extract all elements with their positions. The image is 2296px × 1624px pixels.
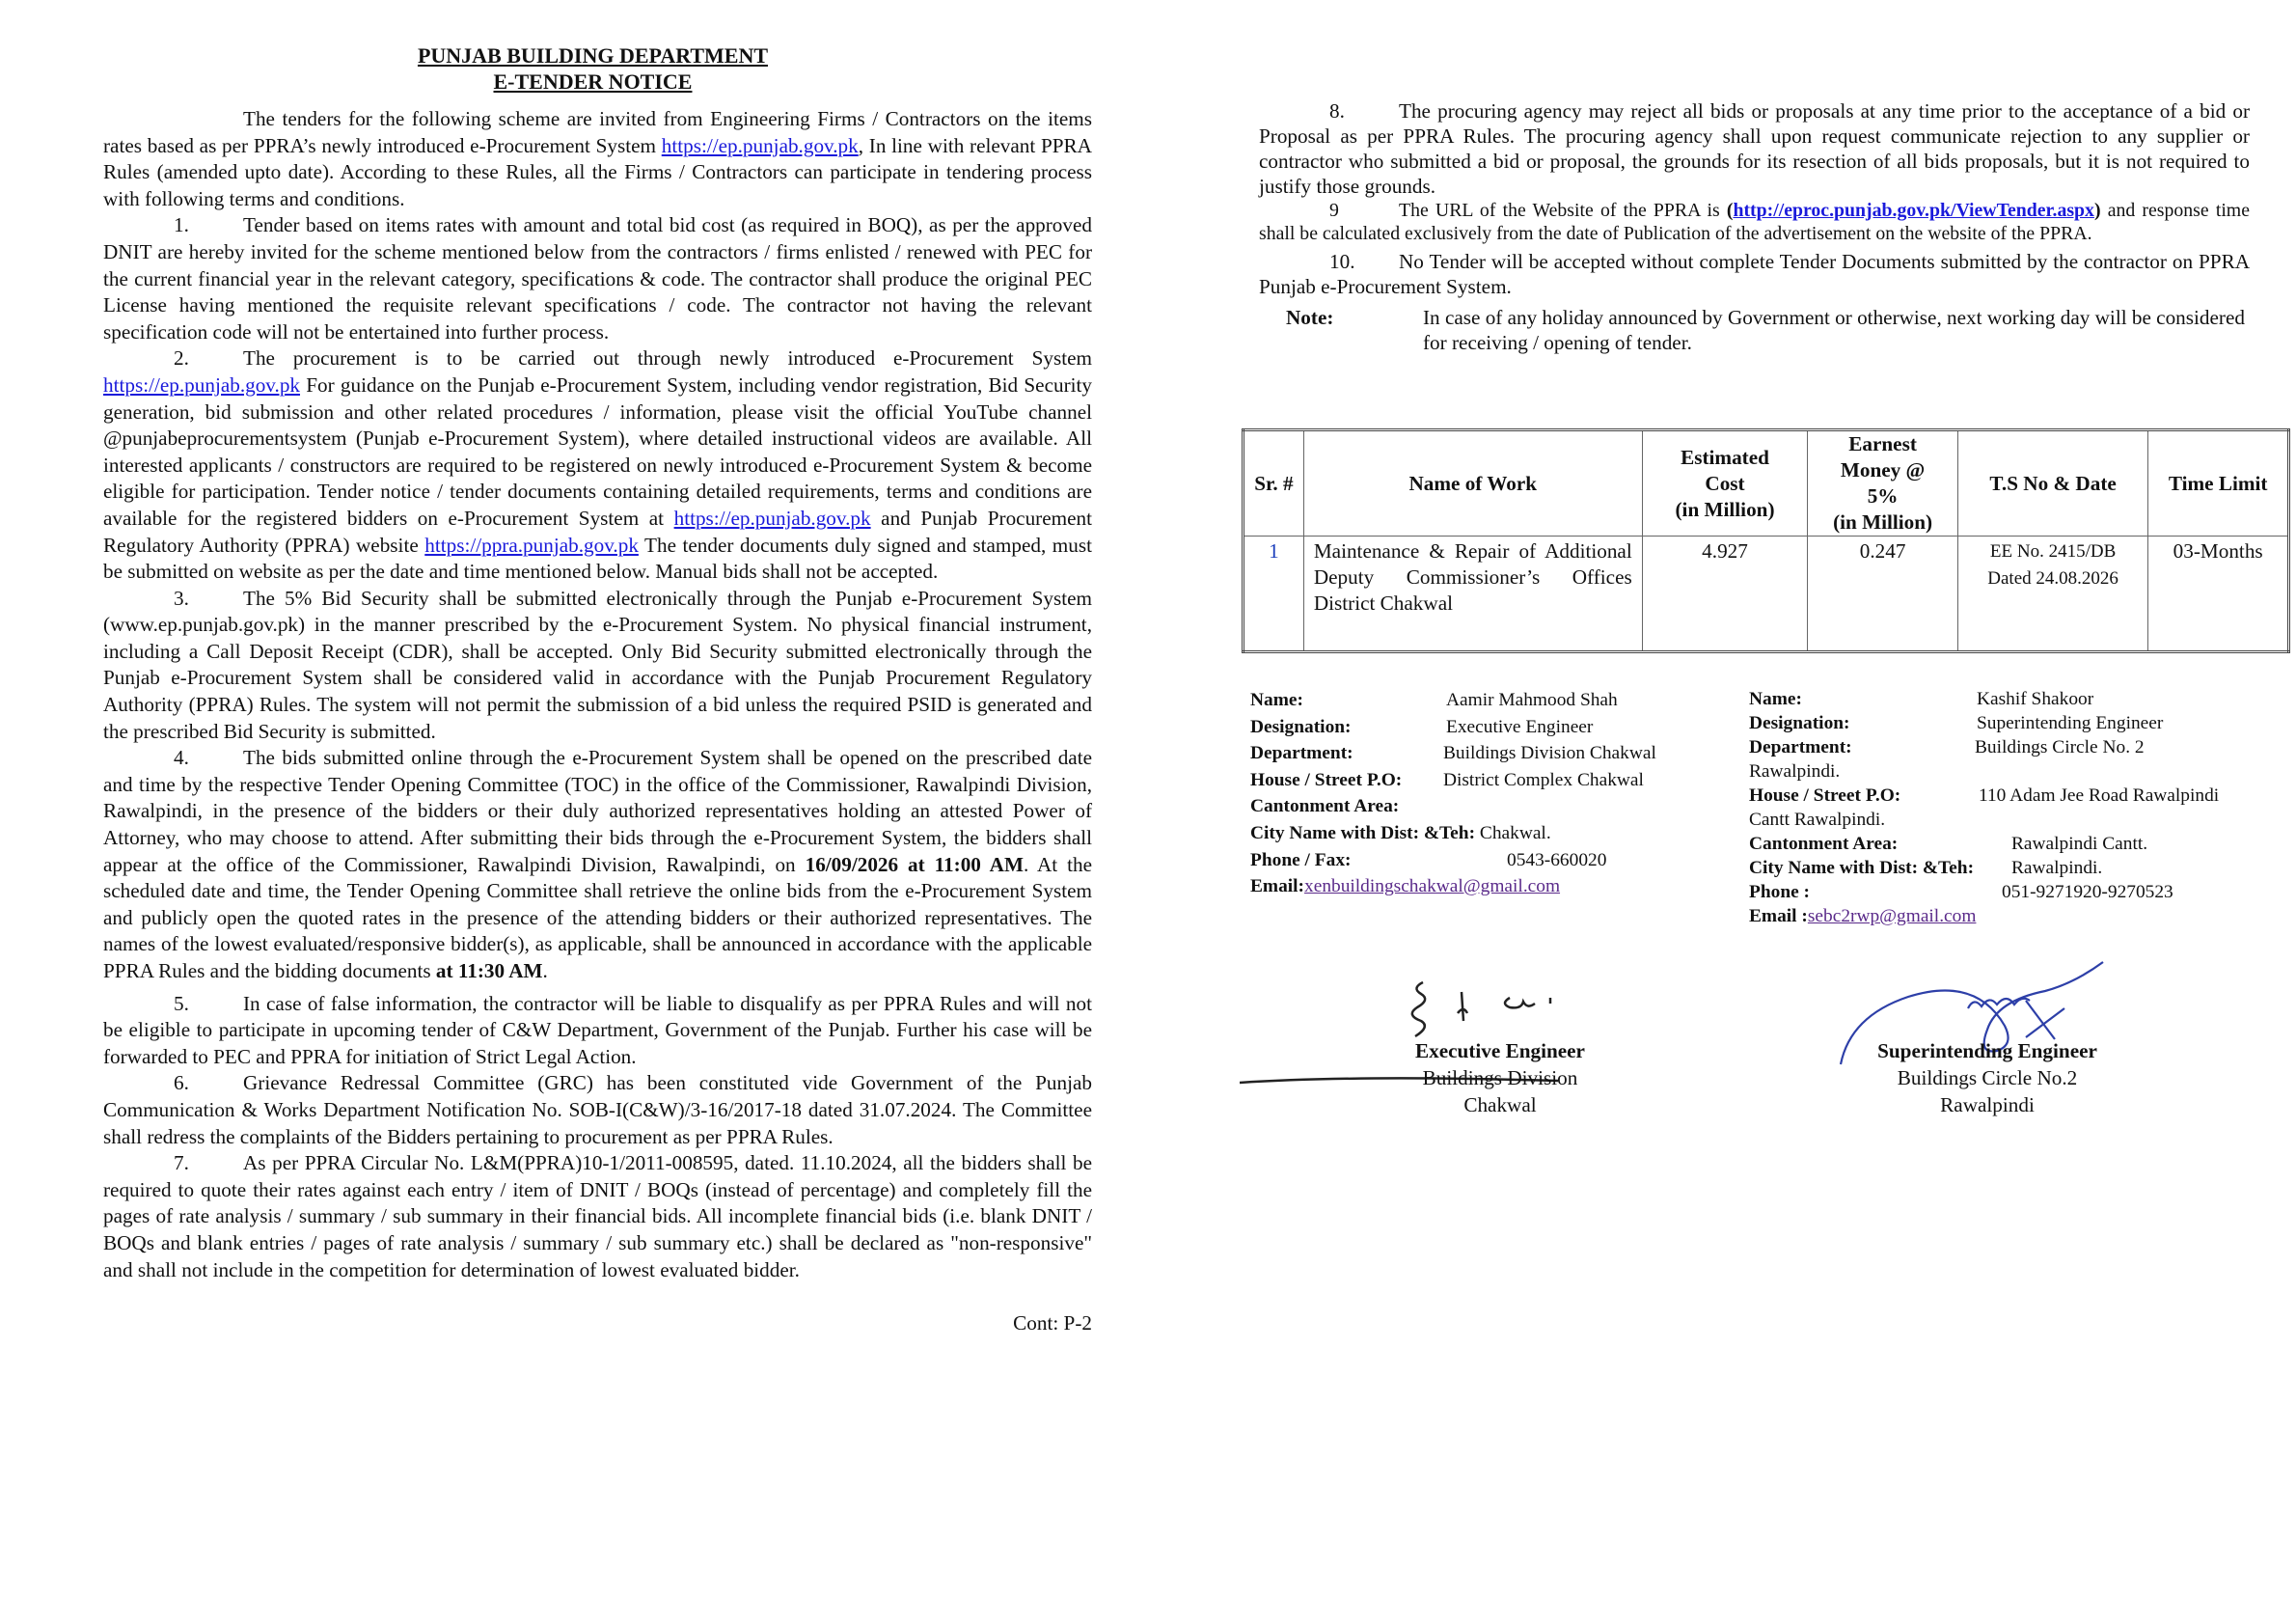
ppra-eproc-link[interactable]: http://eproc.punjab.gov.pk/ViewTender.aspx [1733, 200, 2094, 221]
value: Rawalpindi. [1749, 761, 1841, 782]
notice-title: E-TENDER NOTICE [493, 69, 693, 94]
value: Kashif Shakoor [1977, 689, 2094, 709]
signatory-location: Rawalpindi [1940, 1093, 2035, 1116]
ep-punjab-link[interactable]: https://ep.punjab.gov.pk [661, 133, 859, 157]
label: Name: [1250, 690, 1303, 710]
col-header-name: Name of Work [1303, 430, 1642, 537]
label: Phone : [1749, 882, 1811, 902]
label: City Name with Dist: &Teh: [1250, 822, 1476, 843]
label: Department: [1250, 743, 1353, 764]
term-7: 7. As per PPRA Circular No. L&M(PPRA)10-1/2011-008595, dated. 11.10.2024, all the bidders shall be required to quote their rates against each entry / item of DNIT / BOQs (instead of percentage) and completely fill the pages of rate analysis / summary / sub summary in their financial bids. All incomplete financial bids (i.e. blank DNIT / BOQs and blank entries / pages of rate analysis / summary / sub summary etc.) shall be declared as "non-responsive" and shall not include in the competition for determination of lowest evaluated bidder. [103, 1151, 1092, 1281]
col-header-earnest: Earnest Money @ 5% (in Million) [1808, 430, 1958, 537]
label: House / Street P.O: [1250, 769, 1403, 790]
cell-time: 03-Months [2148, 537, 2289, 652]
tender-table [1242, 428, 2290, 653]
value: Rawalpindi. [2011, 858, 2103, 878]
term-2: 2. The procurement is to be carried out through newly introduced e-Procurement System https://ep.punjab.gov.pk For guidance on the Punjab e-Procurement System, including vendor registration, Bid Security generation, bid submission and other related procedures / information, please visit the official YouTube channel @punjabeprocurementsystem (Punjab e-Procurement System), where detailed instructional videos are available. All interested applicants / constructors are required to be registered on newly introduced e-Procurement System & become eligible for participation. Tender notice / tender documents containing detailed requirements, terms and conditions are available for the registered bidders on e-Procurement System at https://ep.punjab.gov.pk and Punjab Procurement Regulatory Authority (PPRA) website https://ppra.punjab.gov.pk The tender documents duly signed and stamped, must be submitted on website as per the date and time mentioned below. Manual bids shall not be accepted. [103, 346, 1092, 584]
term-5: 5. In case of false information, the contractor will be liable to disqualify as per PPRA Rules and will not be eligible to participate in upcoming tender of C&W Department, Government of the Punjab. Further his case will be forwarded to PEC and PPRA for initiation of Strict Legal Action. [103, 991, 1092, 1068]
contact-superintending-engineer [1749, 687, 2289, 928]
value: District Complex Chakwal [1443, 769, 1644, 790]
left-column [103, 42, 1092, 1337]
label: Department: [1749, 737, 1852, 757]
value: Buildings Circle No. 2 [1975, 737, 2145, 757]
cell-sr: 1 [1244, 537, 1304, 652]
col-header-sr: Sr. # [1244, 430, 1304, 537]
term-8: 8. The procuring agency may reject all bids or proposals at any time prior to the acceptance of a bid or Proposal as per PPRA Rules. The procuring agency shall upon request communicate rejection to any supplier or contractor who submitted a bid or proposal, the grounds for its resection of all bids proposals, but it is not required to justify those grounds. [1259, 99, 2250, 198]
signatory-title: Superintending Engineer [1877, 1039, 2097, 1062]
email-link[interactable]: sebc2rwp@gmail.com [1807, 906, 1977, 926]
term-9: 9 The URL of the Website of the PPRA is (http://eproc.punjab.gov.pk/ViewTender.aspx) and response time shall be calculated exclusively from the date of Publication of the advertisement on the website of the PPRA. [1259, 200, 2250, 244]
label: Phone / Fax: [1250, 849, 1352, 870]
col-header-ts: T.S No & Date [1957, 430, 2147, 537]
note-text: In case of any holiday announced by Government or otherwise, next working day will be considered for receiving / opening of tender. [1423, 306, 2245, 354]
col-header-cost: Estimated Cost (in Million) [1642, 430, 1808, 537]
cell-cost: 4.927 [1642, 537, 1808, 652]
value: Chakwal. [1479, 822, 1551, 843]
label: Cantonment Area: [1749, 834, 1899, 854]
cell-earnest: 0.247 [1808, 537, 1958, 652]
value: Executive Engineer [1446, 716, 1594, 737]
signatory-office: Buildings Circle No.2 [1897, 1066, 2078, 1089]
value: 051-9271920-9270523 [2002, 882, 2173, 902]
signature-executive-engineer [1351, 1037, 1650, 1118]
label: Designation: [1250, 716, 1352, 737]
note-label: Note: [1286, 306, 1334, 329]
col-header-time: Time Limit [2148, 430, 2289, 537]
continuation-label: Cont: P-2 [1013, 1311, 1092, 1335]
term-1: 1. Tender based on items rates with amount and total bid cost (as required in BOQ), as per the approved DNIT are hereby invited for the scheme mentioned below from the contractors / firms enlisted / renewed with PEC for the current financial year in the relevant category, specifications & code. The contractor shall produce the original PEC License having mentioned the requisite relevant specifications / code. The contractor not having the relevant specification code will not be entertained into further process. [103, 213, 1092, 344]
term-4: 4. The bids submitted online through the e-Procurement System shall be opened on the prescribed date and time by the respective Tender Opening Committee (TOC) in the office of the Commissioner, Rawalpindi Division, Rawalpindi, in the presence of the bidders or their duly authorized representatives holding an attested Power of Attorney, who may choose to attend. After submitting their bids through the e-Procurement System, the bidders shall appear at the office of the Commissioner, Rawalpindi Division, Rawalpindi, on 16/09/2026 at 11:00 AM. At the scheduled date and time, the Tender Opening Committee shall retrieve the online bids from the e-Procurement System and publicly open the quoted rates in the presence of the attending bidders or their authorized representatives. The names of the lowest evaluated/responsive bidder(s), as applicable, shall be announced in accordance with the applicable PPRA Rules and the bidding documents at 11:30 AM. [103, 746, 1093, 982]
value: Cantt Rawalpindi. [1749, 810, 1886, 830]
ep-punjab-link[interactable]: https://ep.punjab.gov.pk [673, 506, 871, 530]
term-6: 6. Grievance Redressal Committee (GRC) has been constituted vide Government of the Punjab Communication & Works Department Notification No. SOB-I(C&W)/3-16/2017-18 dated 31.07.2024. The Committee shall redress the complaints of the Bidders pertaining to procurement as per PPRA Rules. [103, 1071, 1092, 1148]
table-header-row [1244, 430, 2289, 537]
ppra-punjab-link[interactable]: https://ppra.punjab.gov.pk [424, 533, 639, 557]
table-row [1244, 537, 2289, 652]
label: House / Street P.O: [1749, 785, 1901, 806]
ep-punjab-link[interactable]: https://ep.punjab.gov.pk [103, 372, 301, 397]
value: Rawalpindi Cantt. [2011, 834, 2148, 854]
value: Superintending Engineer [1977, 713, 2164, 733]
signature-superintending-engineer [1823, 1037, 2151, 1118]
label: Cantonment Area: [1250, 796, 1400, 817]
contact-executive-engineer [1250, 687, 1733, 900]
cell-work-name: Maintenance & Repair of Additional Deputy Commissioner’s Offices District Chakwal [1303, 537, 1642, 652]
email-link[interactable]: xenbuildingschakwal@gmail.com [1304, 876, 1561, 897]
label: Email : [1749, 906, 1808, 926]
signatory-title: Executive Engineer [1415, 1039, 1585, 1062]
department-heading: PUNJAB BUILDING DEPARTMENT [417, 43, 769, 68]
label: Designation: [1749, 713, 1850, 733]
value: 110 Adam Jee Road Rawalpindi [1979, 785, 2220, 806]
right-column [1259, 98, 2250, 355]
label: Name: [1749, 689, 1802, 709]
value: Aamir Mahmood Shah [1446, 690, 1618, 710]
label: Email: [1250, 876, 1305, 897]
value: 0543-660020 [1507, 849, 1607, 870]
value: Buildings Division Chakwal [1443, 743, 1656, 764]
signatory-location: Chakwal [1463, 1093, 1537, 1116]
cell-ts: EE No. 2415/DB Dated 24.08.2026 [1957, 537, 2147, 652]
label: City Name with Dist: &Teh: [1749, 858, 1975, 878]
term-3: 3. The 5% Bid Security shall be submitted electronically through the Punjab e-Procurement System (www.ep.punjab.gov.pk) in the manner prescribed by the e-Procurement System. No physical financial instrument, including a Call Deposit Receipt (CDR), shall be accepted. Only Bid Security submitted electronically through the Punjab e-Procurement System shall be considered valid in accordance with the Punjab Procurement Regulatory Authority (PPRA) Rules. The system will not permit the submission of a bid unless the required PSID is generated and the prescribed Bid Security is submitted. [103, 586, 1092, 743]
term-10: 10. No Tender will be accepted without complete Tender Documents submitted by the contractor on PPRA Punjab e-Procurement System. [1259, 250, 2250, 298]
note [1286, 305, 2250, 355]
signatory-office: Buildings Division [1422, 1066, 1578, 1089]
intro-paragraph: The tenders for the following scheme are invited from Engineering Firms / Contractors on the items rates based as per PPRA’s newly introduced e-Procurement System https://ep.punjab.gov.pk, In line with relevant PPRA Rules (amended upto date). According to these Rules, all the Firms / Contractors can participate in tendering process with following terms and conditions. [103, 107, 1092, 210]
